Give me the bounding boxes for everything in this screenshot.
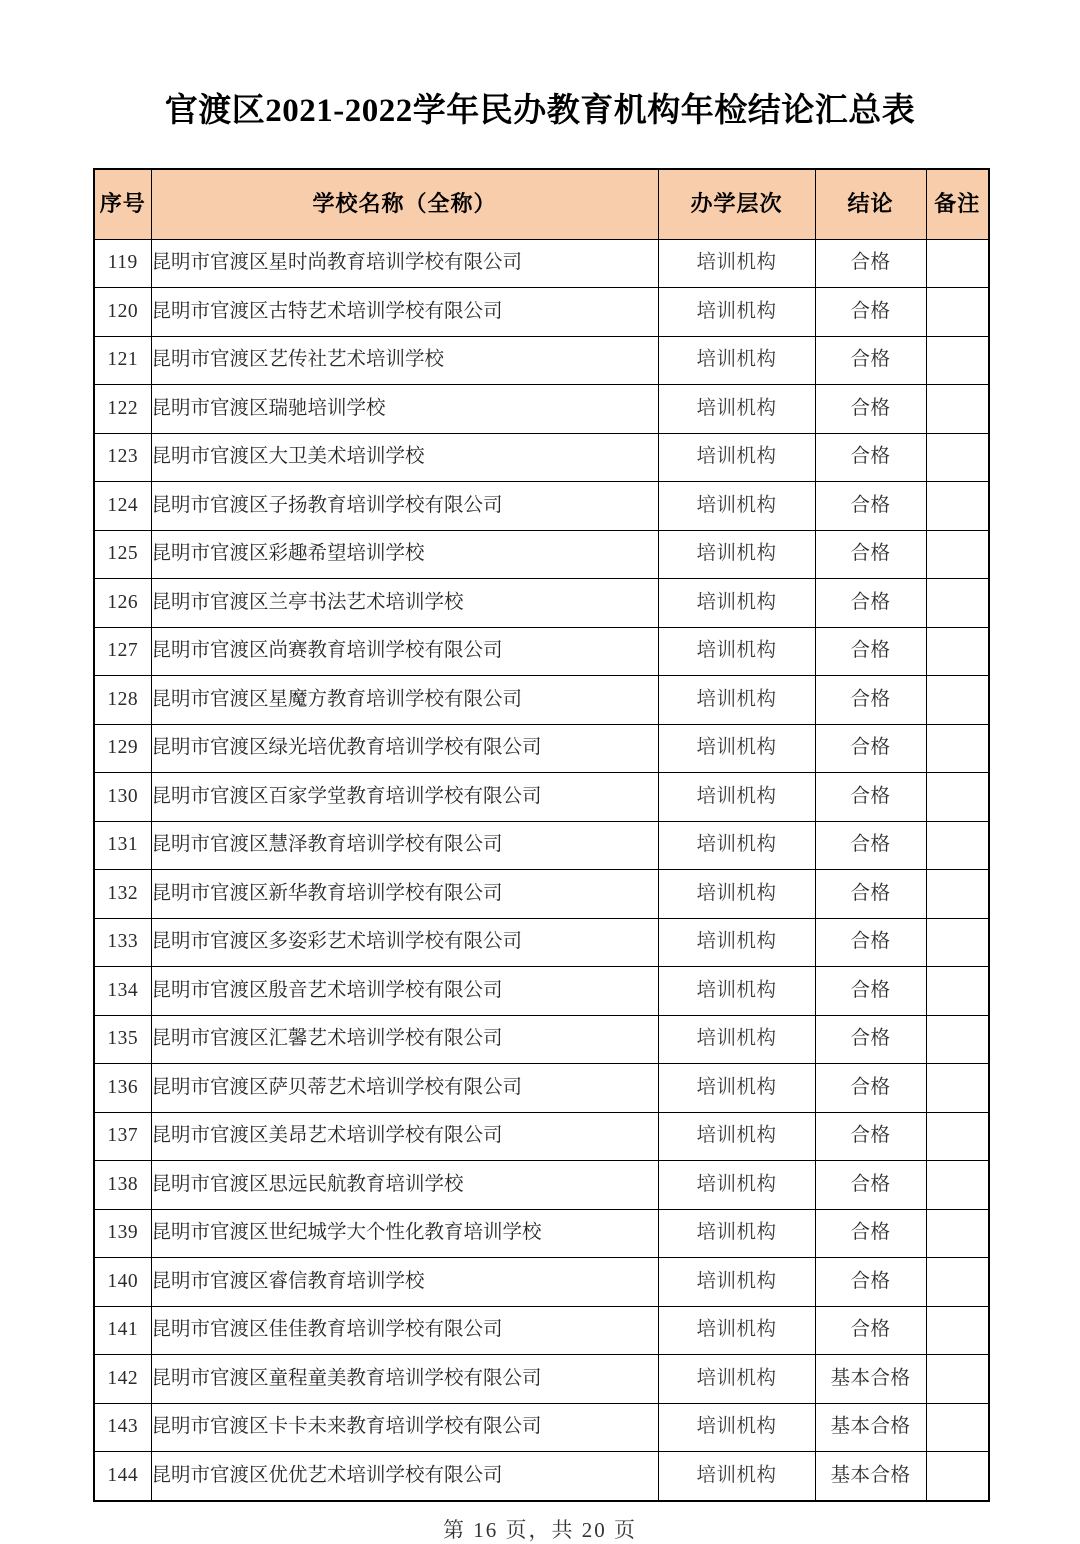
table-row	[94, 288, 989, 337]
table-row	[94, 773, 989, 822]
cell-remark	[926, 724, 989, 773]
cell-remark	[926, 1064, 989, 1113]
cell-seq: 129	[94, 724, 151, 773]
cell-name: 昆明市官渡区世纪城学大个性化教育培训学校	[151, 1209, 658, 1258]
cell-level: 培训机构	[658, 1403, 815, 1452]
table-row	[94, 530, 989, 579]
cell-seq: 139	[94, 1209, 151, 1258]
cell-name: 昆明市官渡区子扬教育培训学校有限公司	[151, 482, 658, 531]
cell-level: 培训机构	[658, 530, 815, 579]
cell-remark	[926, 1015, 989, 1064]
cell-level: 培训机构	[658, 1064, 815, 1113]
cell-name: 昆明市官渡区彩趣希望培训学校	[151, 530, 658, 579]
table-row	[94, 1015, 989, 1064]
table-body	[94, 239, 989, 1501]
cell-level: 培训机构	[658, 627, 815, 676]
cell-name: 昆明市官渡区瑞驰培训学校	[151, 385, 658, 434]
cell-result: 合格	[815, 627, 926, 676]
cell-result: 合格	[815, 1064, 926, 1113]
cell-remark	[926, 676, 989, 725]
cell-seq: 143	[94, 1403, 151, 1452]
table-container	[0, 168, 1080, 1502]
column-header-result: 结论	[815, 169, 926, 240]
cell-remark	[926, 530, 989, 579]
cell-remark	[926, 579, 989, 628]
table-row	[94, 1452, 989, 1501]
cell-seq: 132	[94, 870, 151, 919]
cell-result: 合格	[815, 821, 926, 870]
cell-name: 昆明市官渡区美昂艺术培训学校有限公司	[151, 1112, 658, 1161]
table-header-row	[94, 169, 989, 240]
cell-name: 昆明市官渡区慧泽教育培训学校有限公司	[151, 821, 658, 870]
cell-seq: 134	[94, 967, 151, 1016]
cell-seq: 141	[94, 1306, 151, 1355]
cell-name: 昆明市官渡区大卫美术培训学校	[151, 433, 658, 482]
cell-remark	[926, 1161, 989, 1210]
cell-seq: 124	[94, 482, 151, 531]
cell-remark	[926, 239, 989, 288]
cell-remark	[926, 821, 989, 870]
cell-level: 培训机构	[658, 870, 815, 919]
cell-name: 昆明市官渡区艺传社艺术培训学校	[151, 336, 658, 385]
cell-result: 合格	[815, 288, 926, 337]
table-row	[94, 627, 989, 676]
column-header-level: 办学层次	[658, 169, 815, 240]
table-row	[94, 1161, 989, 1210]
cell-seq: 123	[94, 433, 151, 482]
page-title: 官渡区2021-2022学年民办教育机构年检结论汇总表	[164, 93, 916, 129]
cell-level: 培训机构	[658, 724, 815, 773]
column-header-remark: 备注	[926, 169, 989, 240]
cell-result: 合格	[815, 676, 926, 725]
cell-result: 合格	[815, 918, 926, 967]
table-row	[94, 385, 989, 434]
cell-level: 培训机构	[658, 1306, 815, 1355]
cell-result: 合格	[815, 1161, 926, 1210]
cell-seq: 120	[94, 288, 151, 337]
cell-seq: 119	[94, 239, 151, 288]
cell-level: 培训机构	[658, 1258, 815, 1307]
cell-result: 合格	[815, 239, 926, 288]
table-header	[94, 169, 989, 240]
cell-name: 昆明市官渡区睿信教育培训学校	[151, 1258, 658, 1307]
cell-name: 昆明市官渡区殷音艺术培训学校有限公司	[151, 967, 658, 1016]
column-header-seq: 序号	[94, 169, 151, 240]
cell-level: 培训机构	[658, 1161, 815, 1210]
cell-result: 合格	[815, 1209, 926, 1258]
cell-name: 昆明市官渡区佳佳教育培训学校有限公司	[151, 1306, 658, 1355]
table-row	[94, 1403, 989, 1452]
cell-result: 合格	[815, 1112, 926, 1161]
cell-level: 培训机构	[658, 1112, 815, 1161]
cell-name: 昆明市官渡区百家学堂教育培训学校有限公司	[151, 773, 658, 822]
column-header-name: 学校名称（全称）	[151, 169, 658, 240]
cell-remark	[926, 336, 989, 385]
cell-remark	[926, 773, 989, 822]
table-row	[94, 724, 989, 773]
cell-result: 合格	[815, 1306, 926, 1355]
table-row	[94, 821, 989, 870]
cell-seq: 130	[94, 773, 151, 822]
cell-level: 培训机构	[658, 676, 815, 725]
cell-seq: 126	[94, 579, 151, 628]
cell-seq: 140	[94, 1258, 151, 1307]
cell-seq: 142	[94, 1355, 151, 1404]
cell-remark	[926, 918, 989, 967]
cell-remark	[926, 870, 989, 919]
annual-inspection-summary-table	[93, 168, 990, 1502]
table-row	[94, 482, 989, 531]
cell-result: 合格	[815, 385, 926, 434]
cell-remark	[926, 1209, 989, 1258]
cell-seq: 121	[94, 336, 151, 385]
cell-remark	[926, 385, 989, 434]
table-row	[94, 433, 989, 482]
cell-name: 昆明市官渡区星魔方教育培训学校有限公司	[151, 676, 658, 725]
cell-level: 培训机构	[658, 239, 815, 288]
cell-name: 昆明市官渡区兰亭书法艺术培训学校	[151, 579, 658, 628]
cell-level: 培训机构	[658, 385, 815, 434]
table-row	[94, 1209, 989, 1258]
cell-level: 培训机构	[658, 773, 815, 822]
cell-remark	[926, 1258, 989, 1307]
cell-result: 基本合格	[815, 1355, 926, 1404]
table-row	[94, 1064, 989, 1113]
cell-result: 合格	[815, 579, 926, 628]
cell-name: 昆明市官渡区萨贝蒂艺术培训学校有限公司	[151, 1064, 658, 1113]
cell-result: 合格	[815, 530, 926, 579]
cell-name: 昆明市官渡区新华教育培训学校有限公司	[151, 870, 658, 919]
cell-name: 昆明市官渡区汇馨艺术培训学校有限公司	[151, 1015, 658, 1064]
cell-seq: 138	[94, 1161, 151, 1210]
cell-name: 昆明市官渡区多姿彩艺术培训学校有限公司	[151, 918, 658, 967]
cell-name: 昆明市官渡区尚赛教育培训学校有限公司	[151, 627, 658, 676]
cell-result: 合格	[815, 724, 926, 773]
cell-seq: 122	[94, 385, 151, 434]
cell-name: 昆明市官渡区童程童美教育培训学校有限公司	[151, 1355, 658, 1404]
cell-level: 培训机构	[658, 1015, 815, 1064]
cell-name: 昆明市官渡区星时尚教育培训学校有限公司	[151, 239, 658, 288]
cell-result: 合格	[815, 433, 926, 482]
cell-level: 培训机构	[658, 1209, 815, 1258]
table-row	[94, 967, 989, 1016]
table-row	[94, 870, 989, 919]
cell-seq: 137	[94, 1112, 151, 1161]
cell-level: 培训机构	[658, 821, 815, 870]
cell-level: 培训机构	[658, 482, 815, 531]
cell-seq: 127	[94, 627, 151, 676]
table-row	[94, 1355, 989, 1404]
table-row	[94, 336, 989, 385]
cell-level: 培训机构	[658, 336, 815, 385]
cell-seq: 128	[94, 676, 151, 725]
cell-remark	[926, 1112, 989, 1161]
page-footer: 第 16 页，共 20 页	[443, 1517, 637, 1542]
cell-name: 昆明市官渡区优优艺术培训学校有限公司	[151, 1452, 658, 1501]
table-row	[94, 239, 989, 288]
cell-result: 合格	[815, 336, 926, 385]
table-row	[94, 1112, 989, 1161]
cell-name: 昆明市官渡区卡卡未来教育培训学校有限公司	[151, 1403, 658, 1452]
cell-result: 合格	[815, 482, 926, 531]
cell-remark	[926, 1403, 989, 1452]
table-row	[94, 579, 989, 628]
cell-seq: 133	[94, 918, 151, 967]
cell-seq: 136	[94, 1064, 151, 1113]
cell-level: 培训机构	[658, 918, 815, 967]
cell-result: 基本合格	[815, 1452, 926, 1501]
cell-remark	[926, 1355, 989, 1404]
table-row	[94, 1258, 989, 1307]
cell-remark	[926, 433, 989, 482]
cell-result: 合格	[815, 1258, 926, 1307]
table-row	[94, 676, 989, 725]
cell-seq: 144	[94, 1452, 151, 1501]
cell-level: 培训机构	[658, 579, 815, 628]
cell-result: 合格	[815, 967, 926, 1016]
cell-level: 培训机构	[658, 433, 815, 482]
table-row	[94, 1306, 989, 1355]
cell-seq: 131	[94, 821, 151, 870]
cell-remark	[926, 482, 989, 531]
cell-remark	[926, 627, 989, 676]
cell-remark	[926, 967, 989, 1016]
cell-seq: 135	[94, 1015, 151, 1064]
cell-level: 培训机构	[658, 967, 815, 1016]
cell-seq: 125	[94, 530, 151, 579]
cell-level: 培训机构	[658, 1452, 815, 1501]
cell-remark	[926, 1306, 989, 1355]
cell-name: 昆明市官渡区绿光培优教育培训学校有限公司	[151, 724, 658, 773]
cell-result: 合格	[815, 773, 926, 822]
cell-remark	[926, 288, 989, 337]
cell-remark	[926, 1452, 989, 1501]
cell-result: 合格	[815, 1015, 926, 1064]
cell-result: 基本合格	[815, 1403, 926, 1452]
cell-level: 培训机构	[658, 1355, 815, 1404]
cell-name: 昆明市官渡区古特艺术培训学校有限公司	[151, 288, 658, 337]
cell-result: 合格	[815, 870, 926, 919]
table-row	[94, 918, 989, 967]
cell-name: 昆明市官渡区思远民航教育培训学校	[151, 1161, 658, 1210]
cell-level: 培训机构	[658, 288, 815, 337]
